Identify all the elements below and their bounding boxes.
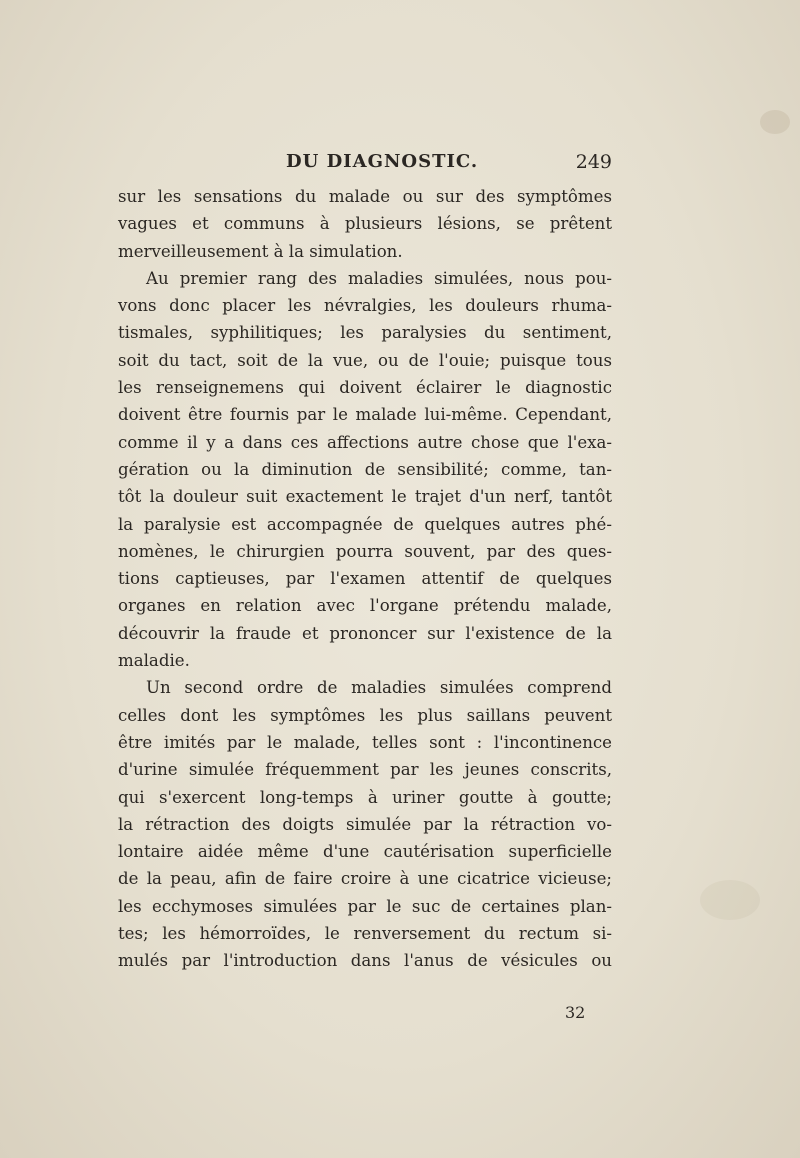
text-line: de la peau, afin de faire croire à une cicatrice vicieuse;	[118, 869, 612, 889]
text-line: tôt la douleur suit exactement le trajet d'un nerf, tantôt	[118, 487, 612, 507]
text-line: organes en relation avec l'organe prétendu malade,	[118, 596, 612, 616]
text-line: vons donc placer les névralgies, les douleurs rhuma-	[118, 296, 612, 316]
signature-mark: 32	[565, 1003, 586, 1022]
text-line: tes; les hémorroïdes, le renversement du rectum si-	[118, 924, 612, 944]
paper-stain	[700, 880, 760, 920]
text-line: gération ou la diminution de sensibilité; comme, tan-	[118, 459, 612, 479]
text-line: nomènes, le chirurgien pourra souvent, par des ques-	[118, 541, 612, 561]
text-line: sur les sensations du malade ou sur des symptômes	[118, 187, 612, 206]
text-line: découvrir la fraude et prononcer sur l'existence de la	[118, 623, 612, 643]
text-line: merveilleusement à la simulation.	[118, 241, 403, 261]
text-line: mulés par l'introduction dans l'anus de vésicules ou	[118, 951, 612, 971]
page-number: 249	[575, 151, 612, 173]
paper-stain	[760, 110, 790, 134]
text-line: celles dont les symptômes les plus saillans peuvent	[118, 705, 612, 725]
text-line: la paralysie est accompagnée de quelques autres phé-	[118, 514, 612, 534]
text-line: la rétraction des doigts simulée par la rétraction vo-	[118, 814, 612, 834]
text-line: tions captieuses, par l'examen attentif de quelques	[118, 569, 612, 589]
text-line: d'urine simulée fréquemment par les jeunes conscrits,	[118, 760, 612, 780]
text-line: soit du tact, soit de la vue, ou de l'ouie; puisque tous	[118, 350, 612, 370]
running-head: DU DIAGNOSTIC.	[286, 151, 479, 172]
text-line: maladie.	[118, 651, 190, 671]
text-line: vagues et communs à plusieurs lésions, se prêtent	[118, 214, 612, 234]
page-header	[120, 151, 612, 175]
text-line: Un second ordre de maladies simulées comprend	[146, 678, 612, 698]
body-text	[118, 183, 612, 975]
text-line: doivent être fournis par le malade lui-même. Cependant,	[118, 405, 612, 425]
text-line: qui s'exercent long-temps à uriner goutte à goutte;	[118, 787, 612, 807]
text-line: comme il y a dans ces affections autre chose que l'exa-	[118, 432, 612, 452]
text-line: lontaire aidée même d'une cautérisation superficielle	[118, 842, 612, 862]
text-line: les ecchymoses simulées par le suc de certaines plan-	[118, 896, 612, 916]
text-line: tismales, syphilitiques; les paralysies du sentiment,	[118, 323, 612, 343]
text-line: être imités par le malade, telles sont : l'incontinence	[118, 732, 612, 752]
text-line: Au premier rang des maladies simulées, nous pou-	[146, 268, 612, 288]
text-line: les renseignemens qui doivent éclairer le diagnostic	[118, 378, 612, 398]
